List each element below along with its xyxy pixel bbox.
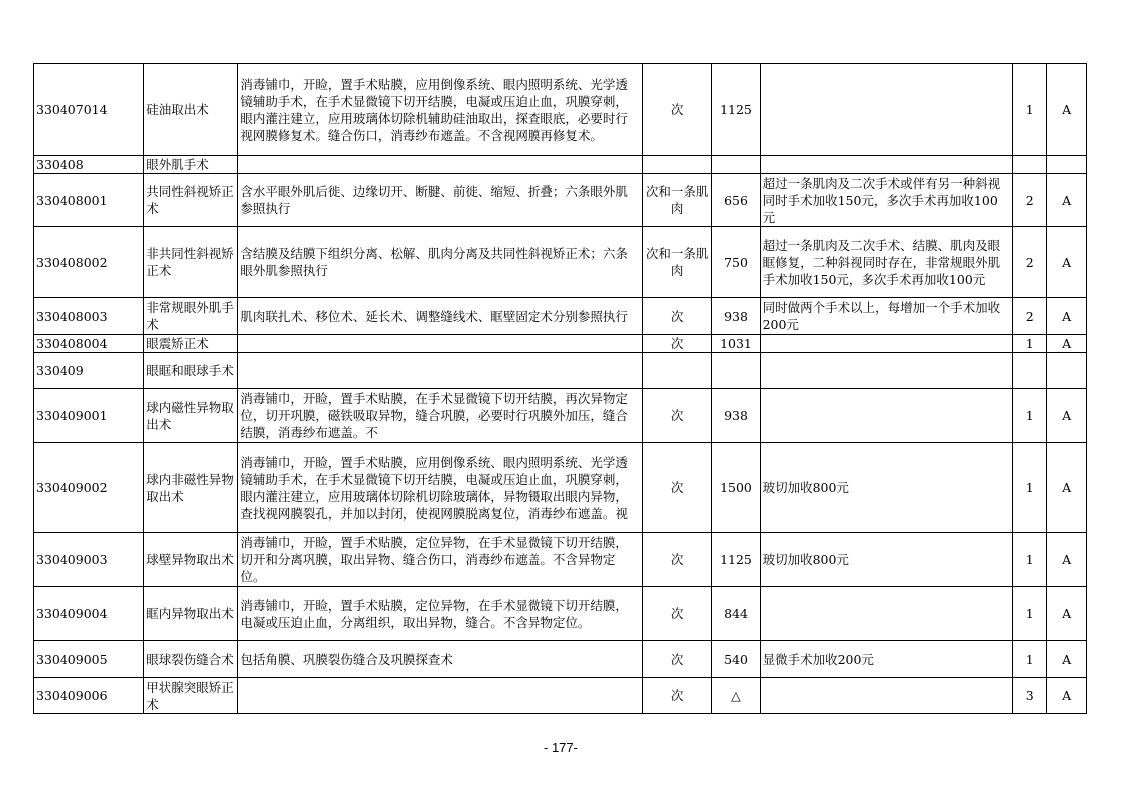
unit-text: 次 [670, 606, 684, 621]
cell-price [712, 587, 760, 641]
cell-description [238, 174, 643, 227]
cell-grade [1047, 335, 1087, 353]
cell-class [1013, 641, 1047, 678]
cell-unit [642, 298, 712, 335]
cell-name [144, 174, 238, 227]
grade-text: A [1062, 192, 1072, 208]
cell-price [712, 533, 760, 587]
grade-text: A [1062, 254, 1072, 270]
cell-name [144, 443, 238, 533]
grade-text: A [1062, 308, 1072, 324]
price-text: 1125 [720, 552, 752, 567]
cell-grade [1047, 443, 1087, 533]
cell-price [712, 641, 760, 678]
grade-text: A [1062, 408, 1072, 423]
class-text: 2 [1025, 192, 1034, 208]
cell-grade [1047, 389, 1087, 443]
description-text: 含水平眼外肌后徙、边缘切开、断腱、前徙、缩短、折叠；六条眼外肌参照执行 [240, 184, 628, 216]
cell-grade [1047, 156, 1087, 174]
cell-class [1013, 227, 1047, 298]
name-text: 眶内异物取出术 [146, 606, 234, 621]
name-text: 眼震矫正术 [146, 336, 209, 351]
code-text: 330409003 [36, 552, 108, 567]
name-text: 硅油取出术 [146, 102, 209, 117]
cell-description [238, 298, 643, 335]
class-text: 3 [1025, 688, 1034, 703]
cell-price [712, 227, 760, 298]
cell-unit [642, 533, 712, 587]
page-number: - 177- [544, 740, 578, 755]
grade-text: A [1062, 480, 1072, 495]
code-text: 330408003 [36, 308, 108, 324]
cell-grade [1047, 533, 1087, 587]
cell-description [238, 443, 643, 533]
cell-price [712, 678, 760, 714]
price-text: 750 [724, 254, 748, 270]
class-text: 2 [1025, 308, 1034, 324]
price-text: 1500 [720, 480, 752, 495]
name-text: 眼眶和眼球手术 [146, 363, 234, 378]
name-text: 甲状腺突眼矫正术 [146, 679, 234, 712]
price-text: 656 [724, 192, 748, 208]
cell-note [760, 587, 1013, 641]
unit-text: 次 [670, 408, 684, 423]
cell-grade [1047, 678, 1087, 714]
cell-note [760, 389, 1013, 443]
cell-price [712, 443, 760, 533]
table-row [34, 156, 1087, 174]
cell-class [1013, 678, 1047, 714]
cell-note [760, 533, 1013, 587]
description-text: 消毒铺巾，开睑，置手术贴膜，定位异物，在手术显微镜下切开结膜，切开和分离巩膜，取出异物、缝合伤口，消毒纱布遮盖。不含异物定位。 [240, 535, 628, 584]
name-text: 球壁异物取出术 [146, 552, 234, 567]
cell-unit [642, 156, 712, 174]
code-text: 330409001 [36, 408, 108, 423]
cell-description [238, 64, 643, 156]
cell-grade [1047, 174, 1087, 227]
grade-text: A [1062, 336, 1072, 351]
cell-unit [642, 227, 712, 298]
class-text: 1 [1025, 336, 1034, 351]
cell-class [1013, 335, 1047, 353]
cell-code [34, 298, 144, 335]
cell-name [144, 641, 238, 678]
description-text: 肌肉联扎术、移位术、延长术、调整缝线术、眶壁固定术分别参照执行 [240, 308, 628, 324]
cell-code [34, 353, 144, 389]
cell-description [238, 587, 643, 641]
cell-grade [1047, 641, 1087, 678]
class-text: 1 [1025, 408, 1034, 423]
cell-class [1013, 389, 1047, 443]
cell-unit [642, 174, 712, 227]
grade-text: A [1062, 606, 1072, 621]
cell-name [144, 389, 238, 443]
unit-text: 次和一条肌肉 [645, 184, 709, 216]
cell-note [760, 353, 1013, 389]
description-text: 消毒铺巾，开睑，置手术贴膜，定位异物，在手术显微镜下切开结膜，电凝或压迫止血，分离组织，取出异物，缝合。不含异物定位。 [240, 597, 628, 630]
cell-description [238, 678, 643, 714]
table-row [34, 389, 1087, 443]
code-text: 330409002 [36, 480, 108, 495]
cell-code [34, 678, 144, 714]
cell-code [34, 641, 144, 678]
cell-description [238, 335, 643, 353]
name-text: 共同性斜视矫正术 [146, 184, 234, 216]
cell-note [760, 335, 1013, 353]
cell-code [34, 443, 144, 533]
cell-note [760, 298, 1013, 335]
cell-unit [642, 389, 712, 443]
cell-code [34, 335, 144, 353]
code-text: 330408 [36, 157, 84, 172]
cell-class [1013, 587, 1047, 641]
cell-class [1013, 353, 1047, 389]
cell-price [712, 335, 760, 353]
cell-code [34, 174, 144, 227]
table-row [34, 227, 1087, 298]
cell-unit [642, 353, 712, 389]
cell-unit [642, 678, 712, 714]
table-row [34, 64, 1087, 156]
class-text: 1 [1025, 102, 1034, 117]
unit-text: 次 [670, 102, 684, 117]
cell-code [34, 64, 144, 156]
cell-code [34, 587, 144, 641]
unit-text: 次和一条肌肉 [645, 246, 709, 278]
cell-note [760, 174, 1013, 227]
note-text: 玻切加收800元 [762, 480, 849, 495]
cell-price [712, 156, 760, 174]
cell-price [712, 353, 760, 389]
note-text: 玻切加收800元 [762, 552, 849, 567]
name-text: 球内非磁性异物取出术 [146, 471, 234, 504]
cell-unit [642, 335, 712, 353]
cell-unit [642, 443, 712, 533]
grade-text: A [1062, 651, 1072, 667]
code-text: 330407014 [36, 102, 108, 117]
unit-text: 次 [670, 308, 684, 324]
table-row [34, 587, 1087, 641]
cell-name [144, 298, 238, 335]
cell-grade [1047, 587, 1087, 641]
name-text: 非共同性斜视矫正术 [146, 246, 234, 278]
class-text: 1 [1025, 651, 1034, 667]
cell-description [238, 533, 643, 587]
price-text: 938 [724, 308, 748, 324]
price-text: 1031 [720, 336, 752, 351]
cell-code [34, 227, 144, 298]
cell-class [1013, 298, 1047, 335]
cell-price [712, 174, 760, 227]
unit-text: 次 [670, 480, 684, 495]
description-text: 含结膜及结膜下组织分离、松解、肌肉分离及共同性斜视矫正术；六条眼外肌参照执行 [240, 246, 628, 278]
cell-class [1013, 156, 1047, 174]
cell-note [760, 678, 1013, 714]
cell-class [1013, 64, 1047, 156]
price-table [33, 63, 1087, 714]
table-row [34, 443, 1087, 533]
grade-text: A [1062, 102, 1072, 117]
description-text: 消毒铺巾，开睑，置手术贴膜，应用倒像系统、眼内照明系统、光学透镜辅助手术，在手术显微镜下切开结膜，电凝或压迫止血，巩膜穿刺，眼内灌注建立，应用玻璃体切除机切除玻璃体，异物镊取出眼内异物，查找视网膜裂孔，并加以封闭，使视网膜脱离复位，消毒纱布遮盖。视 [240, 454, 628, 521]
class-text: 1 [1025, 552, 1034, 567]
cell-description [238, 156, 643, 174]
code-text: 330409 [36, 363, 84, 378]
code-text: 330409004 [36, 606, 108, 621]
cell-description [238, 353, 643, 389]
cell-unit [642, 641, 712, 678]
description-text: 消毒铺巾，开睑，置手术贴膜，应用倒像系统、眼内照明系统、光学透镜辅助手术，在手术显微镜下切开结膜，电凝或压迫止血，巩膜穿刺，眼内灌注建立，应用玻璃体切除机辅助硅油取出，探查眼底，必要时行视网膜修复术。缝合伤口，消毒纱布遮盖。不含视网膜再修复术。 [240, 76, 628, 143]
cell-grade [1047, 353, 1087, 389]
cell-name [144, 335, 238, 353]
cell-note [760, 227, 1013, 298]
table-row [34, 678, 1087, 714]
cell-code [34, 389, 144, 443]
cell-note [760, 64, 1013, 156]
name-text: 非常规眼外肌手术 [146, 300, 234, 332]
unit-text: 次 [670, 651, 684, 667]
cell-note [760, 641, 1013, 678]
cell-name [144, 587, 238, 641]
cell-description [238, 389, 643, 443]
cell-price [712, 64, 760, 156]
name-text: 球内磁性异物取出术 [146, 399, 234, 432]
cell-grade [1047, 227, 1087, 298]
cell-name [144, 156, 238, 174]
description-text: 消毒铺巾，开睑，置手术贴膜，在手术显微镜下切开结膜，再次异物定位，切开巩膜，磁铁吸取异物，缝合巩膜，必要时行巩膜外加压，缝合结膜，消毒纱布遮盖。不 [240, 391, 628, 440]
table-row [34, 353, 1087, 389]
cell-description [238, 227, 643, 298]
table-row [34, 641, 1087, 678]
cell-description [238, 641, 643, 678]
grade-text: A [1062, 552, 1072, 567]
cell-class [1013, 443, 1047, 533]
name-text: 眼球裂伤缝合术 [146, 651, 234, 667]
note-text: 超过一条肌肉及二次手术或伴有另一种斜视同时手术加收150元，多次手术再加收100元 [762, 175, 1001, 225]
price-text: △ [731, 688, 741, 703]
cell-price [712, 298, 760, 335]
class-text: 2 [1025, 254, 1034, 270]
note-text: 同时做两个手术以上，每增加一个手术加收200元 [762, 300, 1001, 332]
note-text: 超过一条肌肉及二次手术、结膜、肌肉及眼眶修复，二种斜视同时存在，非常规眼外肌手术加收150元，多次手术再加收100元 [762, 237, 1001, 287]
cell-name [144, 353, 238, 389]
cell-unit [642, 64, 712, 156]
note-text: 显微手术加收200元 [762, 651, 874, 667]
cell-note [760, 156, 1013, 174]
cell-unit [642, 587, 712, 641]
table-row [34, 533, 1087, 587]
price-text: 844 [724, 606, 748, 621]
code-text: 330408002 [36, 254, 108, 270]
cell-name [144, 533, 238, 587]
table-row [34, 335, 1087, 353]
cell-price [712, 389, 760, 443]
grade-text: A [1062, 688, 1072, 703]
class-text: 1 [1025, 606, 1034, 621]
cell-class [1013, 174, 1047, 227]
code-text: 330409005 [36, 651, 108, 667]
cell-code [34, 533, 144, 587]
price-text: 540 [724, 651, 748, 667]
name-text: 眼外肌手术 [146, 157, 209, 172]
code-text: 330408001 [36, 192, 108, 208]
price-text: 938 [724, 408, 748, 423]
code-text: 330409006 [36, 688, 108, 703]
cell-grade [1047, 64, 1087, 156]
table-row [34, 174, 1087, 227]
cell-class [1013, 533, 1047, 587]
class-text: 1 [1025, 480, 1034, 495]
code-text: 330408004 [36, 336, 108, 351]
unit-text: 次 [670, 552, 684, 567]
cell-code [34, 156, 144, 174]
description-text: 包括角膜、巩膜裂伤缝合及巩膜探查术 [240, 651, 453, 667]
cell-name [144, 678, 238, 714]
cell-note [760, 443, 1013, 533]
unit-text: 次 [670, 336, 684, 351]
cell-name [144, 64, 238, 156]
price-text: 1125 [720, 102, 752, 117]
table-row [34, 298, 1087, 335]
cell-grade [1047, 298, 1087, 335]
unit-text: 次 [670, 688, 684, 703]
cell-name [144, 227, 238, 298]
